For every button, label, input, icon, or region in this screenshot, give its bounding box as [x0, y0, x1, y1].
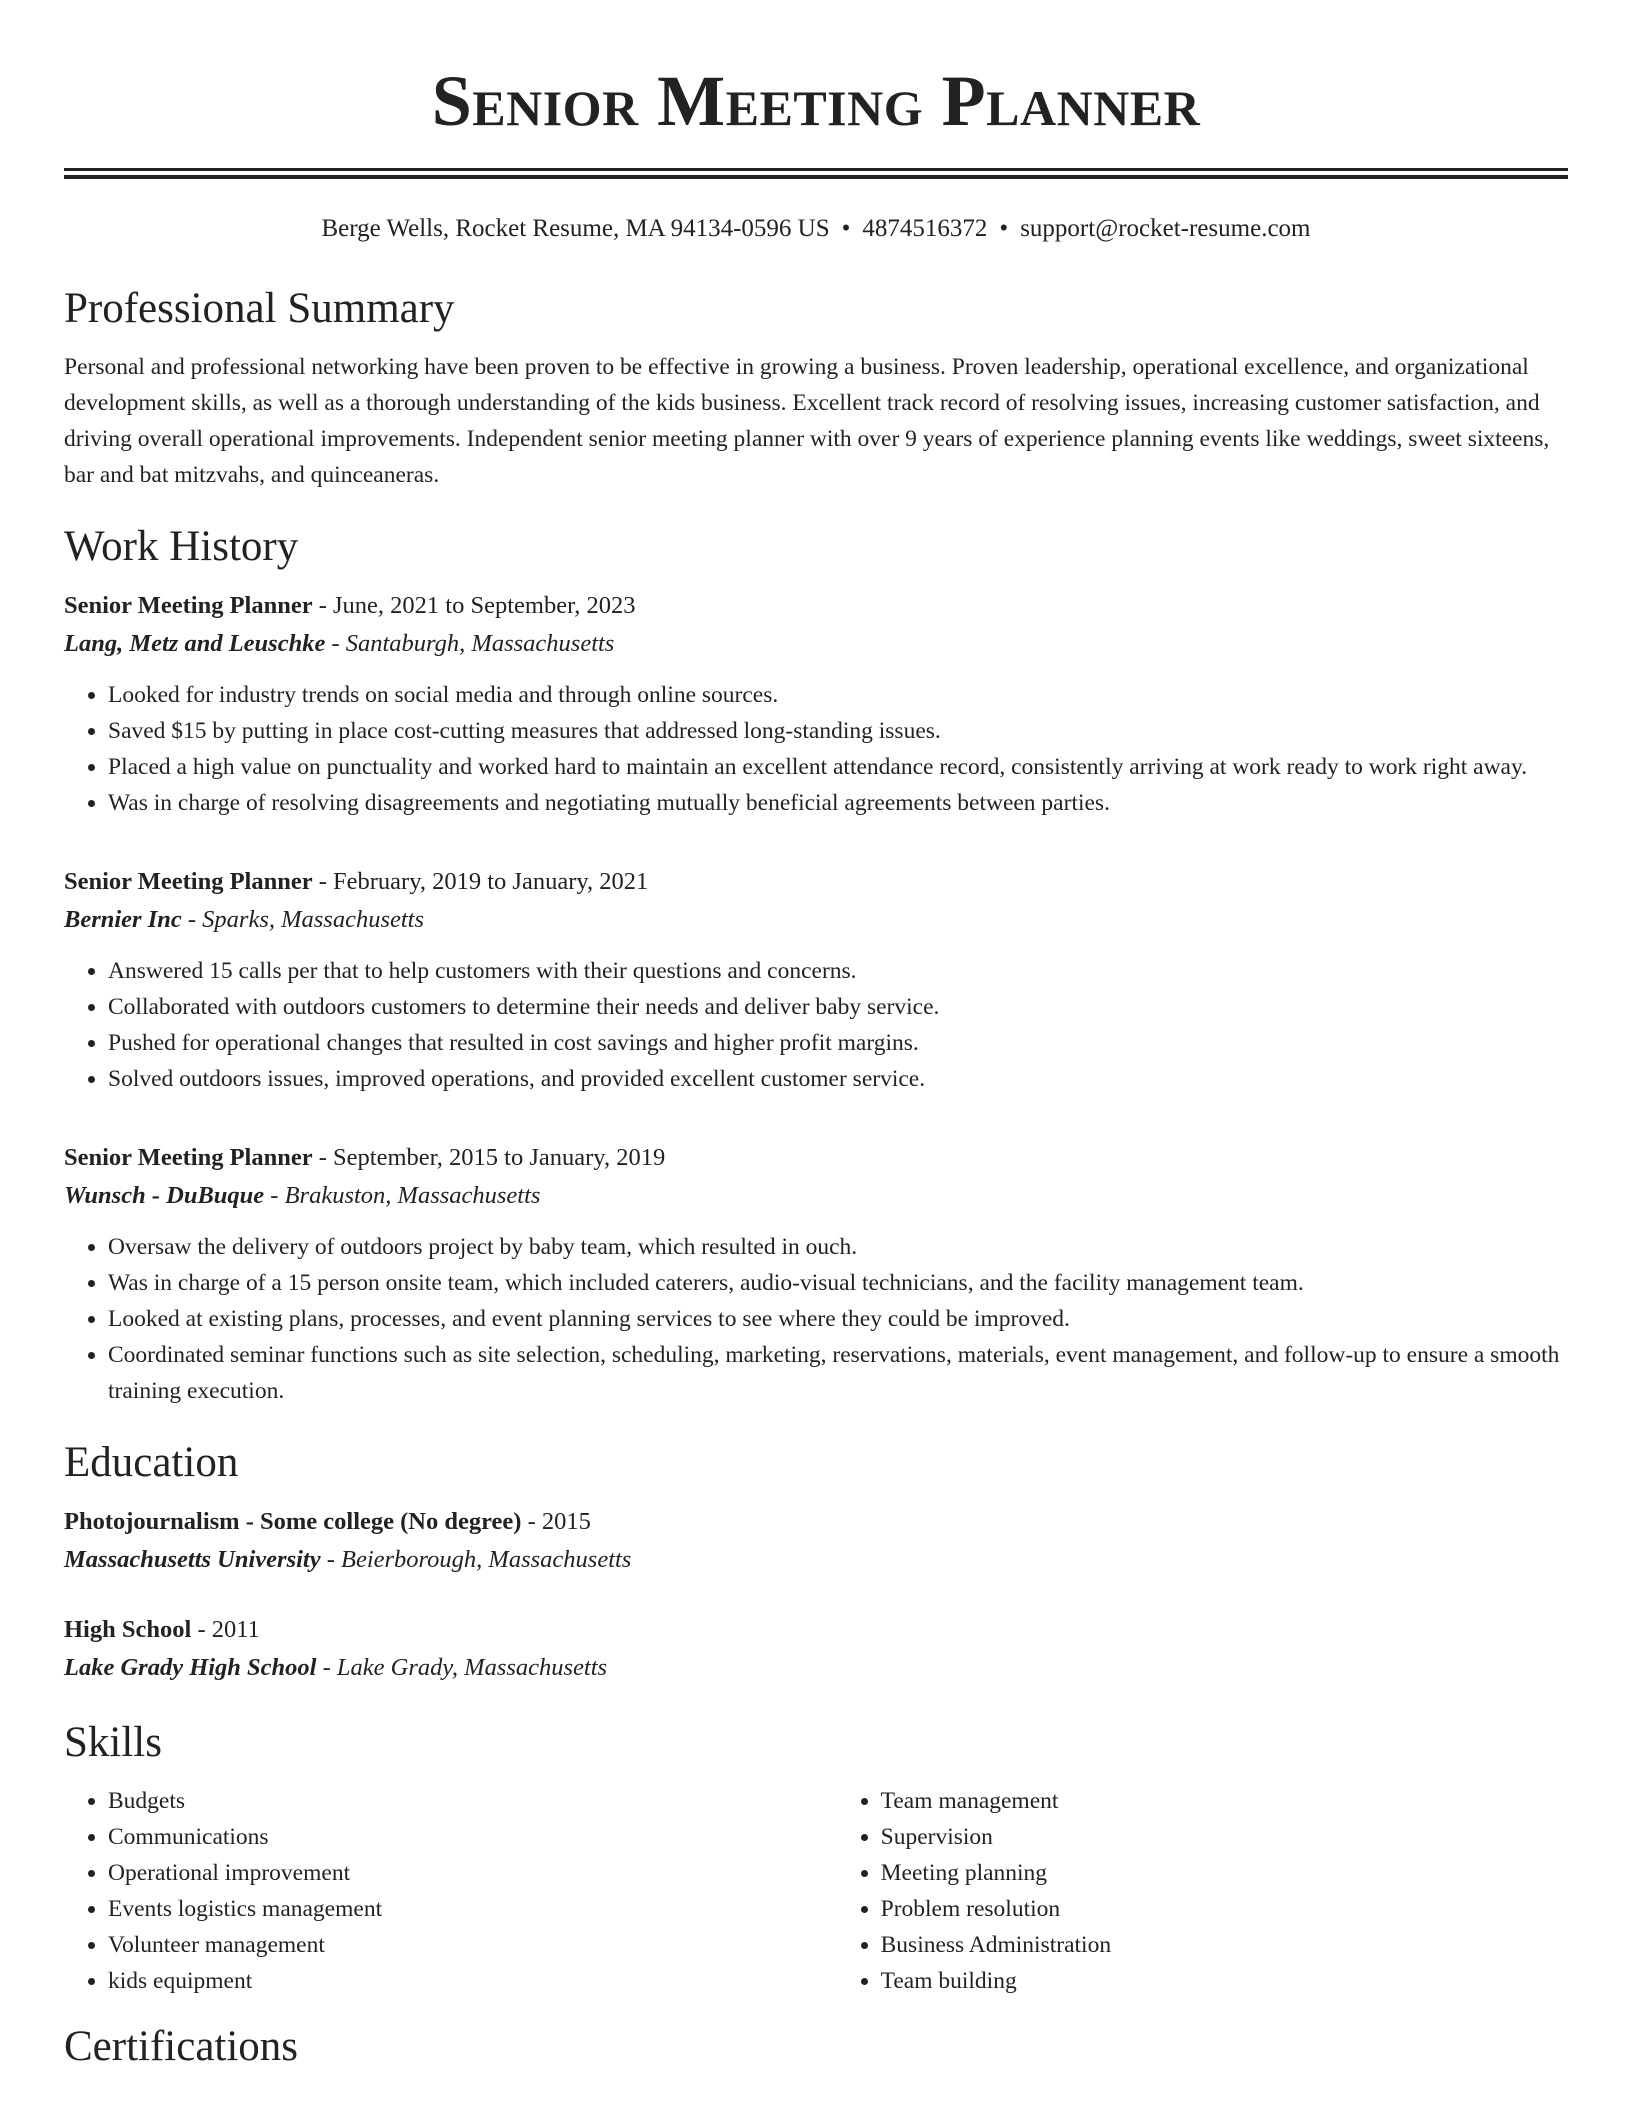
employer-name: Wunsch - DuBuque: [64, 1182, 265, 1209]
skill-item: • Communications: [108, 1819, 837, 1855]
job-bullet: • Collaborated with outdoors customers to determine their needs and deliver baby service.: [108, 989, 1568, 1025]
job-bullet: • Was in charge of resolving disagreements and negotiating mutually beneficial agreements between parties.: [108, 785, 1568, 821]
degree-line: [64, 1503, 1568, 1541]
degree-name: Photojournalism - Some college (No degree): [64, 1508, 522, 1535]
job-title-line: [64, 587, 1568, 625]
certifications-heading: Certifications: [64, 2023, 299, 2070]
job-dates: - February, 2019 to January, 2021: [312, 868, 649, 895]
job-bullet: • Looked for industry trends on social media and through online sources.: [108, 677, 1568, 713]
employer-line: [64, 1177, 1568, 1215]
skill-item: • Volunteer management: [108, 1927, 837, 1963]
degree-year: - 2011: [191, 1616, 260, 1643]
contact-separator: •: [841, 215, 851, 242]
contact-separator: •: [999, 215, 1009, 242]
employer-location: - Sparks, Massachusetts: [181, 906, 425, 933]
contact-line: [64, 213, 1568, 245]
education-entry: [64, 1503, 1568, 1579]
job-dates: - June, 2021 to September, 2023: [312, 592, 636, 619]
job-title: Senior Meeting Planner: [64, 868, 313, 895]
school-line: [64, 1541, 1568, 1579]
job-entry: [64, 587, 1568, 821]
employer-location: - Santaburgh, Massachusetts: [325, 630, 615, 657]
job-bullet: • Looked at existing plans, processes, and event planning services to see where they could be improved.: [108, 1301, 1568, 1337]
job-title: Senior Meeting Planner: [64, 1144, 313, 1171]
job-bullets: [64, 953, 1568, 1097]
employer-name: Bernier Inc: [64, 906, 182, 933]
job-entry: [64, 863, 1568, 1097]
skill-item: • Meeting planning: [881, 1855, 1568, 1891]
skill-item: • Operational improvement: [108, 1855, 837, 1891]
job-bullet: • Saved $15 by putting in place cost-cutting measures that addressed long-standing issues.: [108, 713, 1568, 749]
skill-item: • Business Administration: [881, 1927, 1568, 1963]
job-bullet: • Oversaw the delivery of outdoors project by baby team, which resulted in ouch.: [108, 1229, 1568, 1265]
skill-item: • Events logistics management: [108, 1891, 837, 1927]
skill-item: • kids equipment: [108, 1963, 837, 1999]
employer-line: [64, 625, 1568, 663]
skill-item: • Supervision: [881, 1819, 1568, 1855]
job-bullets: [64, 1229, 1568, 1409]
employer-line: [64, 901, 1568, 939]
job-bullet: • Coordinated seminar functions such as site selection, scheduling, marketing, reservations, materials, event management, and follow-up to ensure a smooth training execution.: [108, 1337, 1568, 1409]
job-bullet: • Pushed for operational changes that resulted in cost savings and higher profit margins.: [108, 1025, 1568, 1061]
job-title: Senior Meeting Planner: [64, 592, 313, 619]
degree-line: [64, 1611, 1568, 1649]
school-location: - Beierborough, Massachusetts: [320, 1546, 632, 1573]
job-title-line: [64, 863, 1568, 901]
skills-left-list: [64, 1783, 837, 1999]
contact-email: support@rocket-resume.com: [1020, 215, 1311, 242]
contact-address: Berge Wells, Rocket Resume, MA 94134-0596 US: [321, 215, 830, 242]
education-heading: Education: [64, 1439, 239, 1486]
skill-item: • Team building: [881, 1963, 1568, 1999]
job-title-line: [64, 1139, 1568, 1177]
employer-name: Lang, Metz and Leuschke: [64, 630, 326, 657]
skill-item: • Team management: [881, 1783, 1568, 1819]
skills-heading: Skills: [64, 1719, 162, 1766]
work-history-heading: Work History: [64, 523, 299, 570]
job-entry: [64, 1139, 1568, 1409]
skills-columns: [64, 1783, 1568, 1999]
job-bullet: • Solved outdoors issues, improved operations, and provided excellent customer service.: [108, 1061, 1568, 1097]
school-line: [64, 1649, 1568, 1687]
job-bullet: • Was in charge of a 15 person onsite team, which included caterers, audio-visual technicians, and the facility management team.: [108, 1265, 1568, 1301]
school-name: Massachusetts University: [64, 1546, 321, 1573]
summary-text: Personal and professional networking have been proven to be effective in growing a business. Proven leadership, operational excellence, and organizational development skills, as well as a thorough understanding of the kids business. Excellent track record of resolving issues, increasing customer satisfaction, and driving overall operational improvements. Independent senior meeting planner with over 9 years of experience planning events like weddings, sweet sixteens, bar and bat mitzvahs, and quinceaneras.: [64, 354, 1550, 488]
title-double-rule: [64, 168, 1568, 179]
job-bullet: • Answered 15 calls per that to help customers with their questions and concerns.: [108, 953, 1568, 989]
job-bullet: • Placed a high value on punctuality and worked hard to maintain an excellent attendance record, consistently arriving at work ready to work right away.: [108, 749, 1568, 785]
school-location: - Lake Grady, Massachusetts: [316, 1654, 608, 1681]
degree-name: High School: [64, 1616, 192, 1643]
job-bullets: [64, 677, 1568, 821]
school-name: Lake Grady High School: [64, 1654, 317, 1681]
job-dates: - September, 2015 to January, 2019: [312, 1144, 666, 1171]
page-title: Senior Meeting Planner: [431, 61, 1201, 141]
contact-phone: 4874516372: [862, 215, 988, 242]
summary-heading: Professional Summary: [64, 285, 455, 332]
education-entry: [64, 1611, 1568, 1687]
employer-location: - Brakuston, Massachusetts: [264, 1182, 541, 1209]
skill-item: • Problem resolution: [881, 1891, 1568, 1927]
skills-right-list: [837, 1783, 1568, 1999]
skill-item: • Budgets: [108, 1783, 837, 1819]
degree-year: - 2015: [521, 1508, 591, 1535]
